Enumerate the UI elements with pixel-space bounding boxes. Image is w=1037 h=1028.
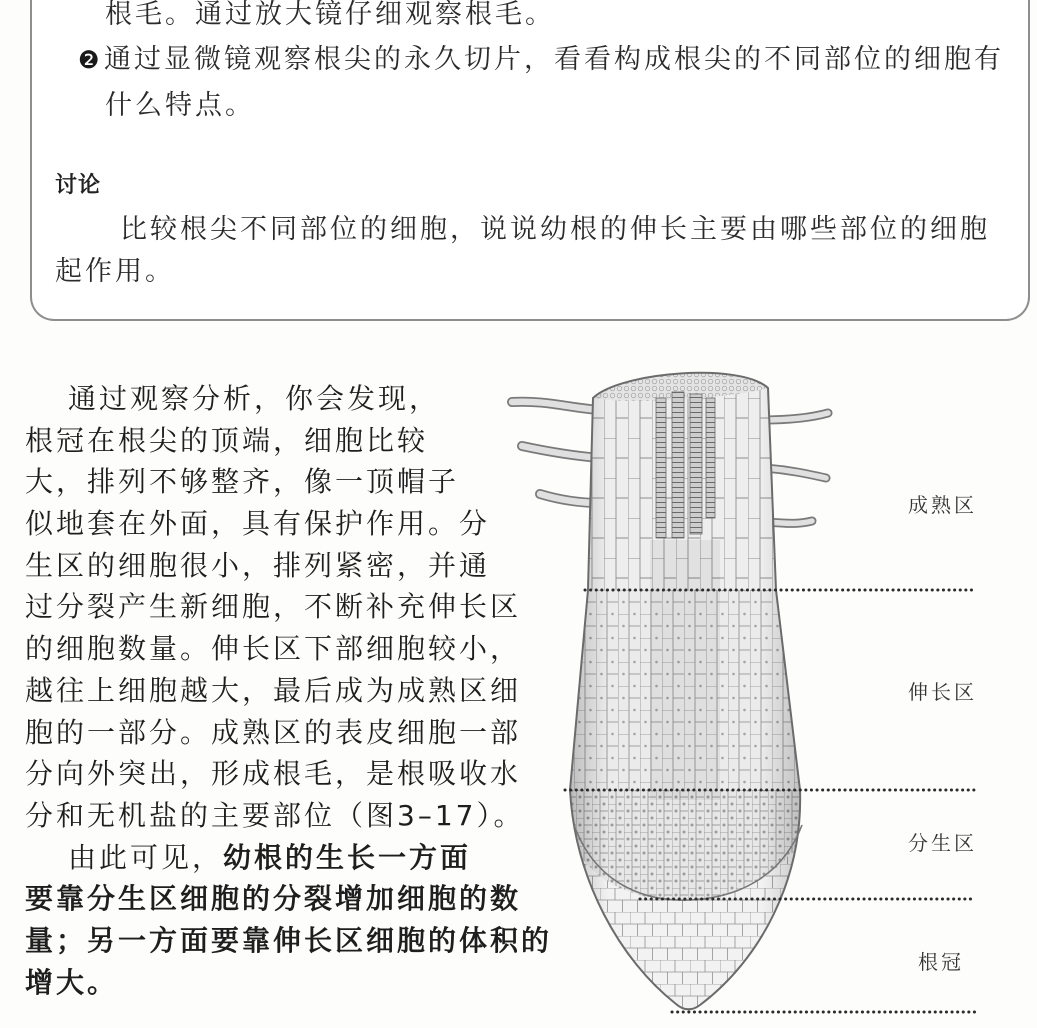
paragraph1-line: 通过观察分析，你会发现， [68,382,441,415]
paragraph2-bold-line: 量；另一方面要靠伸长区细胞的体积的 [25,923,553,957]
paragraph1-line: 胞的一部分。成熟区的表皮细胞一部 [25,715,522,749]
label-maturation-zone: 成熟区 [908,493,977,517]
paragraph1-line: 越往上细胞越大，最后成为成熟区细 [25,673,522,707]
activity-line-1: 根毛。通过放大镜仔细观察根毛。 [105,0,555,30]
label-meristem-zone: 分生区 [908,831,977,855]
step-number-2-icon: ❷ [78,46,100,74]
paragraph2-bold-line: 要靠分生区细胞的分裂增加细胞的数 [25,882,522,916]
discussion-heading: 讨论 [55,173,102,198]
paragraph1-line: 似地套在外面，具有保护作用。分 [25,507,491,541]
activity-step-2 [78,45,1004,75]
paragraph1-line: 生区的细胞很小，排列紧密，并通 [25,548,491,582]
label-root-cap: 根冠 [918,950,964,974]
root-hair [765,468,826,478]
discussion-line-2: 起作用。 [55,256,175,287]
discussion-line-1: 比较根尖不同部位的细胞，说说幼根的伸长主要由哪些部位的细胞 [120,214,990,245]
root-body [560,360,812,1025]
root-hair [762,413,828,420]
paragraph2-bold-line: 增大。 [25,965,119,999]
paragraph1-line: 分向外突出，形成根毛，是根吸收水 [25,757,522,791]
root-hair [512,402,600,410]
activity-box [30,0,1030,321]
paragraph1-line: 根冠在根尖的顶端，细胞比较 [25,423,429,457]
activity-line-3: 什么特点。 [105,90,255,121]
paragraph2-lead: 由此可见， [68,840,224,874]
paragraph1-line: 大，排列不够整齐，像一顶帽子 [25,465,460,499]
paragraph1-line: 的细胞数量。伸长区下部细胞较小， [25,632,522,666]
activity-line-2: 通过显微镜观察根尖的永久切片，看看构成根尖的不同部位的细胞有 [104,44,1004,75]
paragraph1-line: 分和无机盐的主要部位（图3–17）。 [25,798,525,832]
root-hair [768,521,812,523]
label-elongation-zone: 伸长区 [908,680,977,704]
root-hair [522,446,600,458]
paragraph2-bold-start: 幼根的生长一方面 [223,840,472,874]
paragraph1-line: 过分裂产生新细胞，不断补充伸长区 [25,590,522,624]
